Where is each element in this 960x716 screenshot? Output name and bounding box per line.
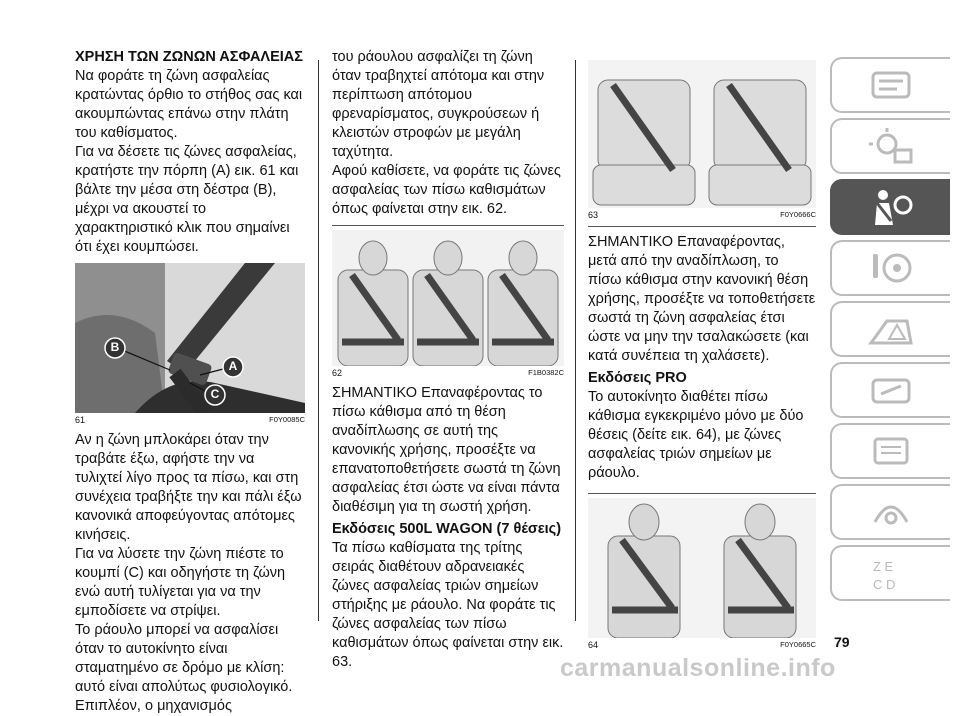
subheading: Εκδόσεις 500L WAGON (7 θέσεις) xyxy=(332,521,562,537)
figure-code: F0Y0665C xyxy=(780,640,816,649)
figure-63-image xyxy=(588,60,816,208)
callout-b: B xyxy=(110,340,120,354)
technical-data-icon xyxy=(867,431,915,471)
paragraph: Να φοράτε τη ζώνη ασφαλείας κρατώντας όρθιο το στήθος σας και ακουμπώντας επάνω στην πλάτη του καθίσματος. xyxy=(75,68,303,141)
figure-code: F0Y0666C xyxy=(780,210,816,219)
figure-number: 63 xyxy=(588,210,599,220)
section-heading: ΧΡΗΣΗ ΤΩΝ ΖΩΝΩΝ ΑΣΦΑΛΕΙΑΣ xyxy=(75,49,303,65)
figure-62-image xyxy=(332,230,564,366)
figure-rule xyxy=(588,226,816,227)
tab-safety[interactable] xyxy=(830,179,950,235)
paragraph: ΣΗΜΑΝΤΙΚΟ Επαναφέροντας το πίσω κάθισμα από τη θέση αναδίπλωσης σε αυτή της κανονικής χρήσης, προσέξτε να επανατοποθετήσετε σωστά τη ζώνη ασφαλείας έτσι ώστε να είναι πάντα διαθέσιμη για τη σωστή χρήση. xyxy=(332,385,561,515)
tab-starting-driving[interactable] xyxy=(830,240,950,296)
paragraph: Για να δέσετε τις ζώνες ασφαλείας, κρατήστε την πόρπη (A) εικ. 61 και βάλτε την μέσα στη δέστρα (B), μέχρι να ακουστεί το χαρακτηριστικό κλικ που σημαίνει ότι έχει κουμπώσει. xyxy=(75,144,299,255)
tab-maintenance[interactable] xyxy=(830,362,950,418)
figure-number: 64 xyxy=(588,640,599,650)
paragraph: Για να λύσετε την ζώνη πιέστε το κουμπί (C) και οδηγήστε τη ζώνη ενώ αυτή τυλίγεται για να την εμποδίσετε να στρίψει. xyxy=(75,546,286,619)
index-icon xyxy=(867,553,915,593)
figure-61-image xyxy=(75,263,305,413)
three-passengers-illustration xyxy=(332,230,564,366)
figure-64 xyxy=(588,493,816,651)
subheading: Εκδόσεις PRO xyxy=(588,370,687,386)
callout-c: C xyxy=(210,387,220,401)
tab-technical-data[interactable] xyxy=(830,423,950,479)
figure-code: F0Y0085C xyxy=(269,415,305,424)
figure-number: 61 xyxy=(75,415,86,425)
chapter-tabs xyxy=(830,57,950,606)
figure-61 xyxy=(75,263,305,426)
seatbelt-airbag-icon xyxy=(867,187,915,227)
page-number: 79 xyxy=(834,634,850,650)
two-rear-seats-illustration xyxy=(588,60,816,208)
callout-a: A xyxy=(228,359,238,373)
figure-62 xyxy=(332,225,564,379)
tab-multimedia[interactable] xyxy=(830,484,950,540)
paragraph: ΣΗΜΑΝΤΙΚΟ Επαναφέροντας, μετά από την αναδίπλωση, το πίσω κάθισμα στην κανονική θέση χρήσης, προσέξτε να τοποθετήσετε σωστά τη ζώνη ασφαλείας έτσι ώστε να μην την τσαλακώσετε (και κατά συνέπεια τη χαλάσετε). xyxy=(588,234,816,364)
column-3 xyxy=(588,48,816,656)
paragraph: Το ράουλο μπορεί να ασφαλίσει όταν το αυτοκίνητο είναι σταματημένο σε δρόμο με κλίση: αυτό είναι απολύτως φυσιολογικό. Επιπλέον, ο μηχανισμός xyxy=(75,622,293,714)
figure-caption xyxy=(75,414,305,426)
figure-caption xyxy=(332,367,564,379)
column-divider xyxy=(318,60,319,621)
figure-caption xyxy=(588,639,816,651)
tab-emergency[interactable] xyxy=(830,301,950,357)
pro-two-seats-illustration xyxy=(588,498,816,638)
column-1 xyxy=(75,48,305,716)
svg-text:C D: C D xyxy=(873,577,896,592)
figure-caption xyxy=(588,209,816,221)
tab-index[interactable] xyxy=(830,545,950,601)
figure-64-image xyxy=(588,498,816,638)
car-overview-icon xyxy=(867,65,915,105)
svg-text:Z E: Z E xyxy=(873,559,894,574)
figure-code: F1B0382C xyxy=(528,368,564,377)
tab-car-overview[interactable] xyxy=(830,57,950,113)
dashboard-lights-icon xyxy=(867,126,915,166)
tab-dashboard-lights[interactable] xyxy=(830,118,950,174)
paragraph: Αν η ζώνη μπλοκάρει όταν την τραβάτε έξω, αφήστε την να τυλιχτεί λίγο προς τα πίσω, και στη συνέχεια τραβήξτε την και πάλι έξω κανονικά αποφεύγοντας απότομες κινήσεις. xyxy=(75,432,302,543)
buckle-illustration xyxy=(75,263,305,413)
paragraph: Τα πίσω καθίσματα της τρίτης σειράς διαθέτουν αδρανειακές ζώνες ασφαλείας τριών σημείων στήριξης με ράουλο. Να φοράτε τις ζώνες ασφαλείας των πίσω καθισμάτων όπως φαίνεται στην εικ. 63. xyxy=(332,540,564,670)
paragraph: Αφού καθίσετε, να φοράτε τις ζώνες ασφαλείας των πίσω καθισμάτων όπως φαίνεται στην εικ. 62. xyxy=(332,163,561,217)
paragraph: Το αυτοκίνητο διαθέτει πίσω κάθισμα εγκεκριμένο μόνο με δύο θέσεις (δείτε εικ. 64), με ζώνες ασφαλείας τριών σημείων με ράουλο. xyxy=(588,389,804,481)
watermark: carmanualsonline.info xyxy=(560,654,836,682)
figure-63 xyxy=(588,60,816,221)
key-steering-icon xyxy=(867,248,915,288)
multimedia-icon xyxy=(867,492,915,532)
warning-road-icon xyxy=(867,309,915,349)
figure-number: 62 xyxy=(332,368,343,378)
column-divider xyxy=(575,60,576,621)
column-2 xyxy=(332,48,564,672)
maintenance-icon xyxy=(867,370,915,410)
paragraph: του ράουλου ασφαλίζει τη ζώνη όταν τραβηχτεί απότομα και στην περίπτωση απότομου φρεναρίσματος, συγκρούσεων ή κλειστών στροφών με μεγάλη ταχύτητα. xyxy=(332,49,545,160)
